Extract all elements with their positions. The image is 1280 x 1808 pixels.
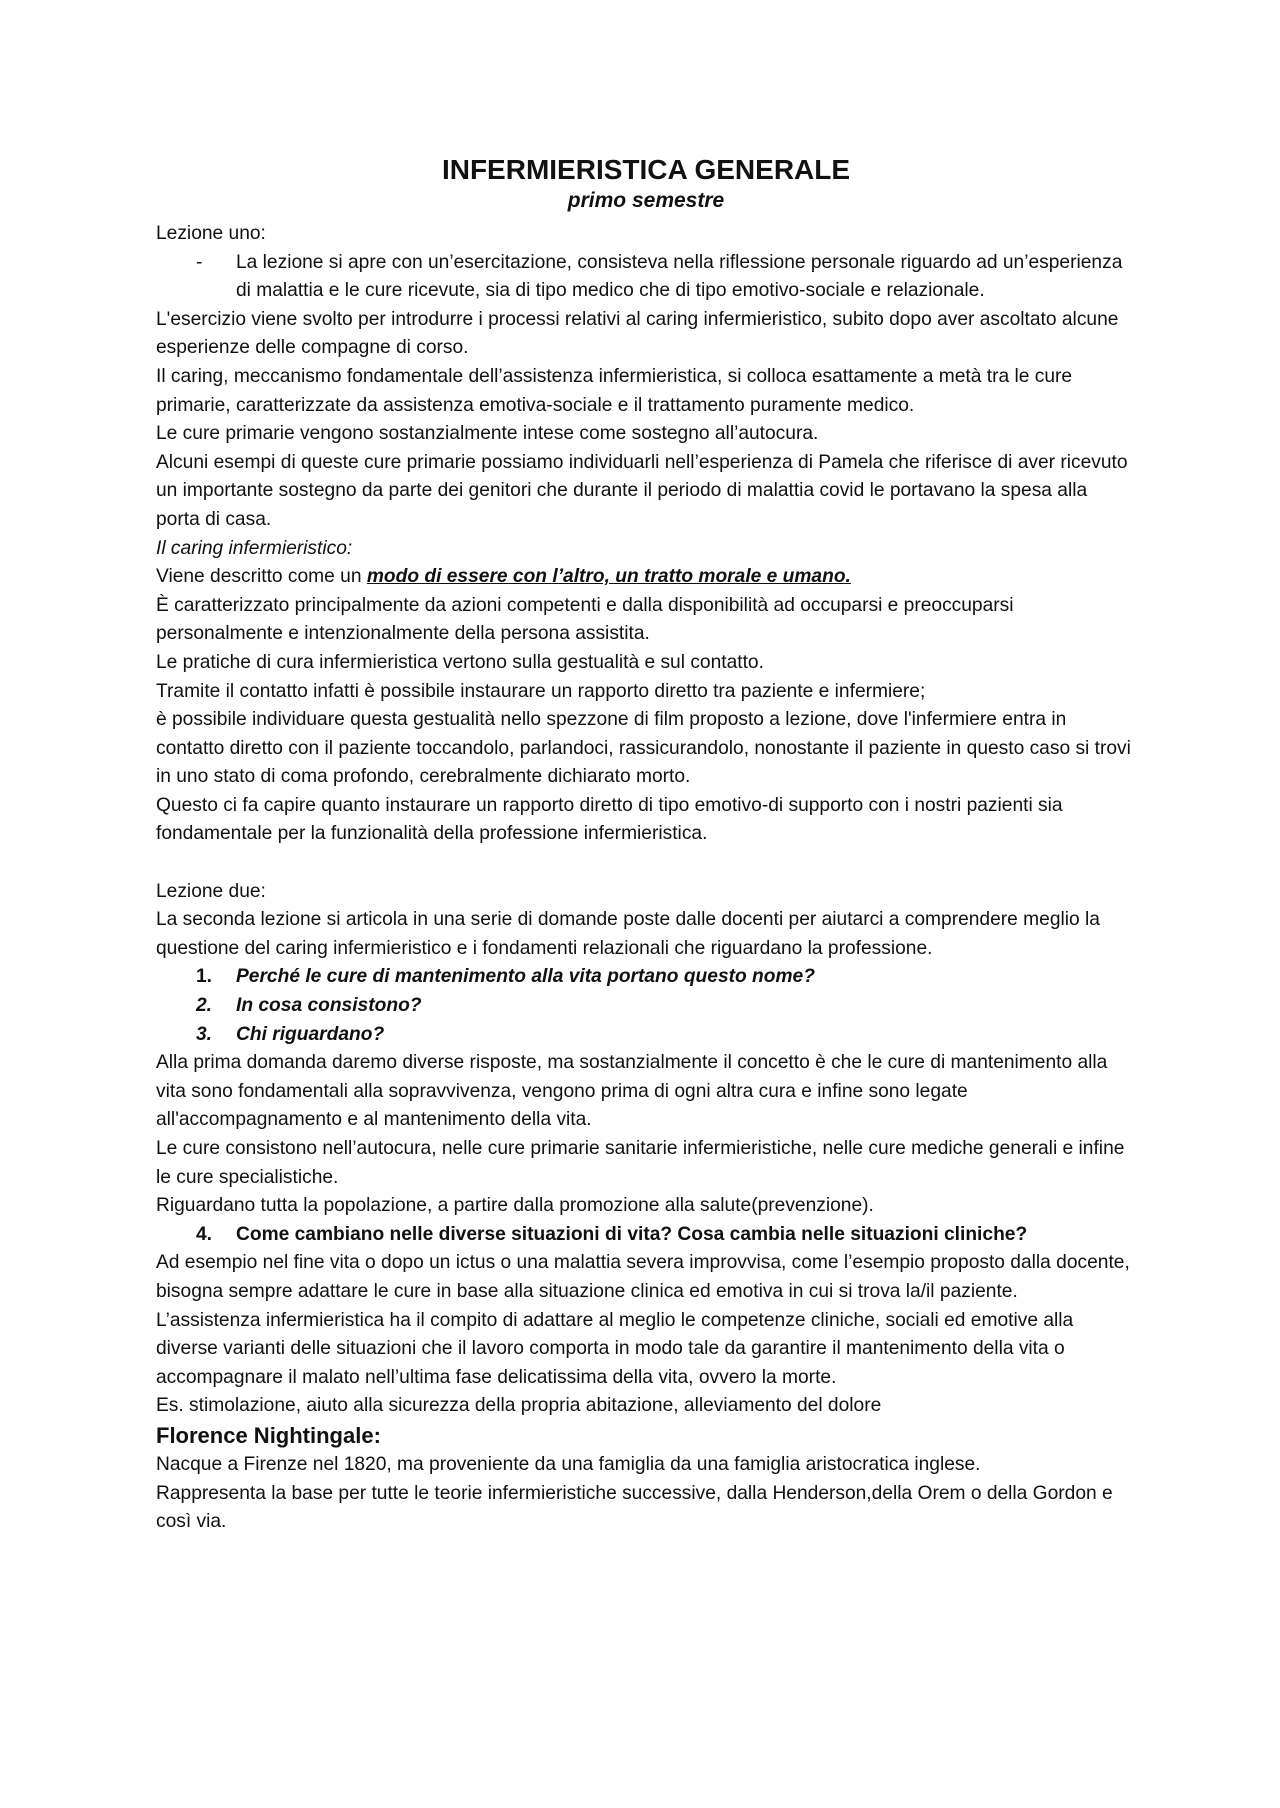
list-item xyxy=(156,249,1136,306)
paragraph xyxy=(156,563,1136,592)
paragraph: Questo ci fa capire quanto instaurare un rapporto diretto di tipo emotivo-di supporto con i nostri pazienti sia fondamentale per la funzionalità della professione infermieristica. xyxy=(156,794,1063,845)
list-number: 3. xyxy=(196,1023,213,1045)
paragraph: Es. stimolazione, aiuto alla sicurezza della propria abitazione, alleviamento del dolore xyxy=(156,1395,882,1417)
paragraph: è possibile individuare questa gestualità nello spezzone di film proposto a lezione, dove l'infermiere entra in contatto diretto con il paziente toccandolo, parlandoci, rassicurandolo, nonostante il paziente in questo caso si trovi in uno stato di coma profondo, cerebralmente dichiarato morto. xyxy=(156,709,1131,788)
list-item xyxy=(156,1221,1136,1250)
question-text: Come cambiano nelle diverse situazioni di vita? Cosa cambia nelle situazioni cliniche? xyxy=(236,1223,1028,1245)
document-page xyxy=(156,152,1136,1537)
paragraph: L’assistenza infermieristica ha il compito di adattare al meglio le competenze cliniche, sociali ed emotive alla diverse varianti delle situazioni che il lavoro comporta in modo tale da garantire il mantenimento della vita o accompagnare il malato nell’ultima fase delicatissima della vita, ovvero la morte. xyxy=(156,1309,1074,1388)
document-subtitle: primo semestre xyxy=(567,189,725,212)
caring-prefix: Viene descritto come un xyxy=(156,566,367,588)
paragraph: Riguardano tutta la popolazione, a partire dalla promozione alla salute(prevenzione). xyxy=(156,1195,874,1217)
lesson1-heading: Lezione uno: xyxy=(156,223,266,244)
paragraph: Nacque a Firenze nel 1820, ma proveniente da una famiglia da una famiglia aristocratica inglese. xyxy=(156,1453,981,1475)
paragraph: Le cure primarie vengono sostanzialmente intese come sostegno all’autocura. xyxy=(156,423,819,445)
list-number: 1. xyxy=(196,966,213,988)
list-number: 2. xyxy=(196,995,213,1017)
question-text: Perché le cure di mantenimento alla vita portano questo nome? xyxy=(236,966,815,988)
paragraph: Il caring, meccanismo fondamentale dell’assistenza infermieristica, si colloca esattamente a metà tra le cure primarie, caratterizzate da assistenza emotiva-sociale e il trattamento puramente medico. xyxy=(156,365,1073,416)
paragraph: Alcuni esempi di queste cure primarie possiamo individuarli nell’esperienza di Pamela che riferisce di aver ricevuto un importante sostegno da parte dei genitori che durante il periodo di malattia covid le portavano la spesa alla porta di casa. xyxy=(156,451,1128,530)
question-text: Chi riguardano? xyxy=(236,1023,385,1045)
question-text: In cosa consistono? xyxy=(236,995,422,1017)
caring-heading: Il caring infermieristico: xyxy=(156,537,353,559)
paragraph: L'esercizio viene svolto per introdurre i processi relativi al caring infermieristico, subito dopo aver ascoltato alcune esperienze delle compagne di corso. xyxy=(156,308,1119,359)
paragraph: Ad esempio nel fine vita o dopo un ictus o una malattia severa improvvisa, come l’esempio proposto dalla docente, bisogna sempre adattare le cure in base alla situazione clinica ed emotiva in cui si trova la/il paziente. xyxy=(156,1252,1130,1302)
list-item xyxy=(156,1021,1136,1050)
nightingale-heading: Florence Nightingale: xyxy=(156,1422,381,1448)
paragraph: Alla prima domanda daremo diverse risposte, ma sostanzialmente il concetto è che le cure di mantenimento alla vita sono fondamentali alla sopravvivenza, vengono prima di ogni altra cura e infine sono legate all'accompagnamento e al mantenimento della vita. xyxy=(156,1052,1108,1131)
list-item xyxy=(156,963,1136,992)
paragraph: Tramite il contatto infatti è possibile instaurare un rapporto diretto tra paziente e infermiere; xyxy=(156,680,926,702)
list-item-text: La lezione si apre con un’esercitazione, consisteva nella riflessione personale riguardo ad un’esperienza di malattia e le cure ricevute, sia di tipo medico che di tipo emotivo-sociale e relazionale. xyxy=(236,251,1123,302)
paragraph: La seconda lezione si articola in una serie di domande poste dalle docenti per aiutarci a comprendere meglio la questione del caring infermieristico e i fondamenti relazionali che riguardano la professione. xyxy=(156,909,1100,959)
document-title: INFERMIERISTICA GENERALE xyxy=(441,154,851,185)
caring-emphasis: modo di essere con l’altro, un tratto morale e umano. xyxy=(366,566,851,588)
paragraph: Le cure consistono nell’autocura, nelle cure primarie sanitarie infermieristiche, nelle cure mediche generali e infine le cure specialistiche. xyxy=(156,1138,1125,1188)
bullet-dash: - xyxy=(196,251,203,273)
paragraph: Rappresenta la base per tutte le teorie infermieristiche successive, dalla Henderson,della Orem o della Gordon e così via. xyxy=(156,1482,1113,1533)
paragraph: È caratterizzato principalmente da azioni competenti e dalla disponibilità ad occuparsi e preoccuparsi personalmente e intenzionalmente della persona assistita. xyxy=(156,594,1014,645)
lesson2-heading: Lezione due: xyxy=(156,880,266,902)
list-number: 4. xyxy=(196,1223,213,1245)
list-item xyxy=(156,992,1136,1021)
spacer xyxy=(156,849,1136,878)
paragraph: Le pratiche di cura infermieristica vertono sulla gestualità e sul contatto. xyxy=(156,651,764,673)
